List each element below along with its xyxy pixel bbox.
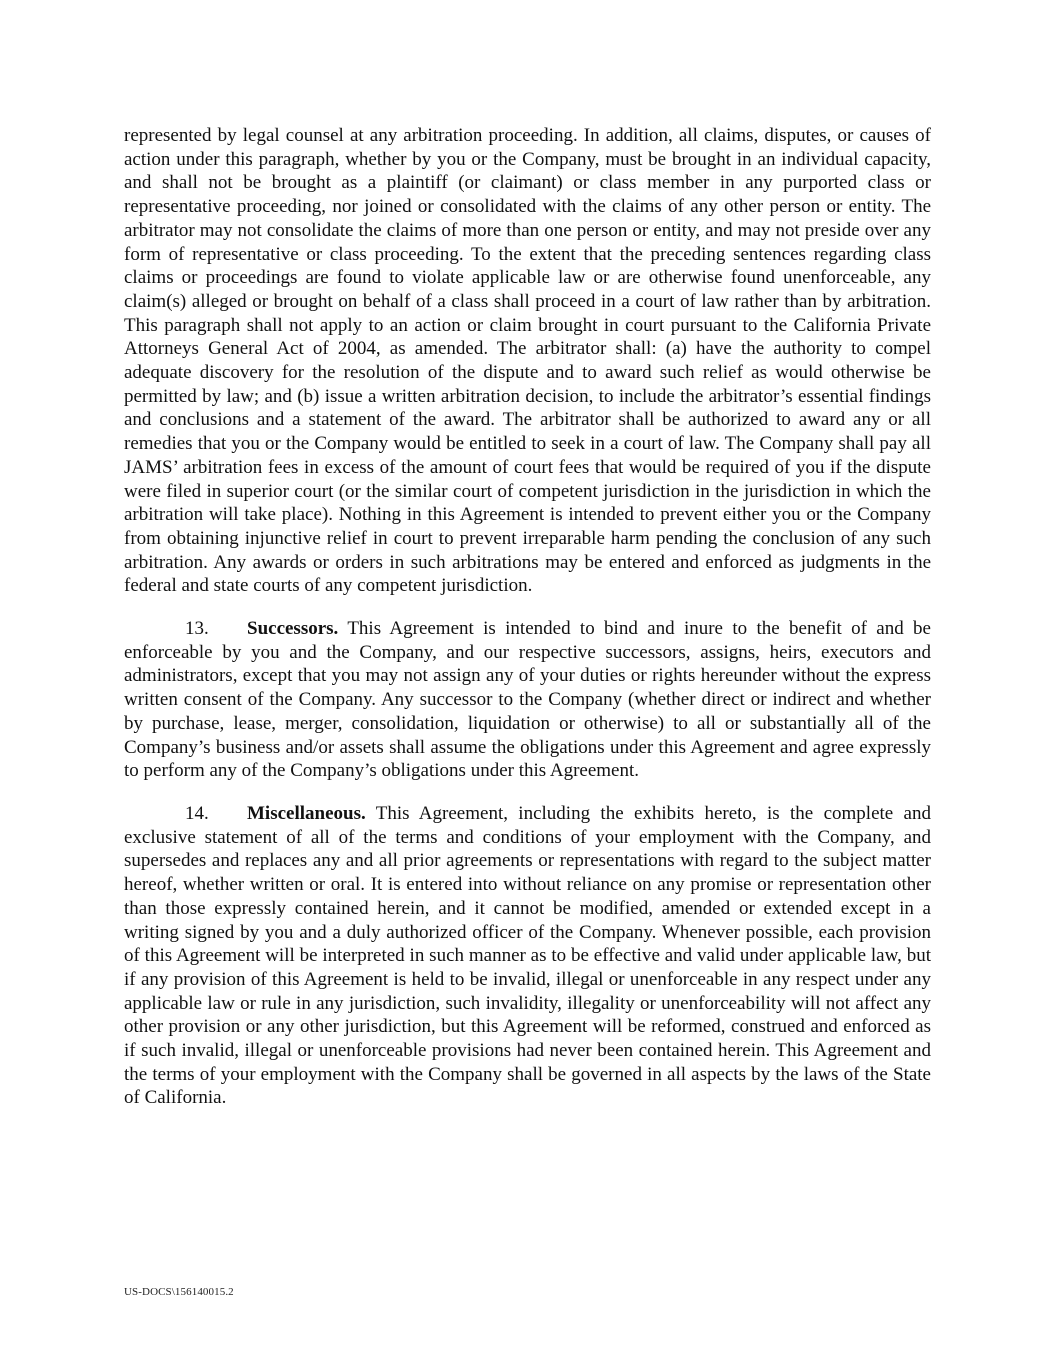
document-body xyxy=(124,124,931,1110)
section-number: 13. xyxy=(185,618,209,640)
section-heading: Successors. xyxy=(247,618,339,640)
document-footer-id: US-DOCS\156140015.2 xyxy=(124,1286,234,1298)
section-text: This Agreement, including the exhibits hereto, is the complete and exclusive statement of all of the terms and conditions of your employment with the Company, and supersedes and replaces any and all prior agreements or representations with regard to the subject matter hereof, whether written or oral. It is entered into without reliance on any promise or representation other than those expressly contained herein, and it cannot be modified, amended or extended except in a writing signed by you and a duly authorized officer of the Company. Whenever possible, each provision of this Agreement will be interpreted in such manner as to be effective and valid under applicable law, but if any provision of this Agreement is held to be invalid, illegal or unenforceable in any respect under any applicable law or rule in any jurisdiction, such invalidity, illegality or unenforceability will not affect any other provision or any other jurisdiction, but this Agreement will be reformed, construed and enforced as if such invalid, illegal or unenforceable provisions had never been contained herein. This Agreement and the terms of your employment with the Company shall be governed in all aspects by the laws of the State of California. xyxy=(124,802,931,1109)
section-13-successors xyxy=(124,617,931,783)
section-number: 14. xyxy=(185,802,209,824)
arbitration-paragraph-continued: represented by legal counsel at any arbitration proceeding. In addition, all claims, disputes, or causes of action under this paragraph, whether by you or the Company, must be brought in an individual capacity, and shall not be brought as a plaintiff (or claimant) or class member in any purported class or representative proceeding, nor joined or consolidated with the claims of any other person or entity. The arbitrator may not consolidate the claims of more than one person or entity, and may not preside over any form of representative or class proceeding. To the extent that the preceding sentences regarding class claims or proceedings are found to violate applicable law or are otherwise found unenforceable, any claim(s) alleged or brought on behalf of a class shall proceed in a court of law rather than by arbitration. This paragraph shall not apply to an action or claim brought in court pursuant to the California Private Attorneys General Act of 2004, as amended. The arbitrator shall: (a) have the authority to compel adequate discovery for the resolution of the dispute and to award such relief as would otherwise be permitted by law; and (b) issue a written arbitration decision, to include the arbitrator’s essential findings and conclusions and a statement of the award. The arbitrator shall be authorized to award any or all remedies that you or the Company would be entitled to seek in a court of law. The Company shall pay all JAMS’ arbitration fees in excess of the amount of court fees that would be required of you if the dispute were filed in superior court (or the similar court of competent jurisdiction in the jurisdiction in which the arbitration will take place). Nothing in this Agreement is intended to prevent either you or the Company from obtaining injunctive relief in court to prevent irreparable harm pending the conclusion of any such arbitration. Any awards or orders in such arbitrations may be entered and enforced as judgments in the federal and state courts of any competent jurisdiction. xyxy=(124,125,931,597)
section-text: This Agreement is intended to bind and inure to the benefit of and be enforceable by you and the Company, and our respective successors, assigns, heirs, executors and administrators, except that you may not assign any of your duties or rights hereunder without the express written consent of the Company. Any successor to the Company (whether direct or indirect and whether by purchase, lease, merger, consolidation, liquidation or otherwise) to all or substantially all of the Company’s business and/or assets shall assume the obligations under this Agreement and agree expressly to perform any of the Company’s obligations under this Agreement. xyxy=(124,618,931,782)
section-heading: Miscellaneous. xyxy=(247,802,366,824)
section-14-miscellaneous xyxy=(124,802,931,1110)
